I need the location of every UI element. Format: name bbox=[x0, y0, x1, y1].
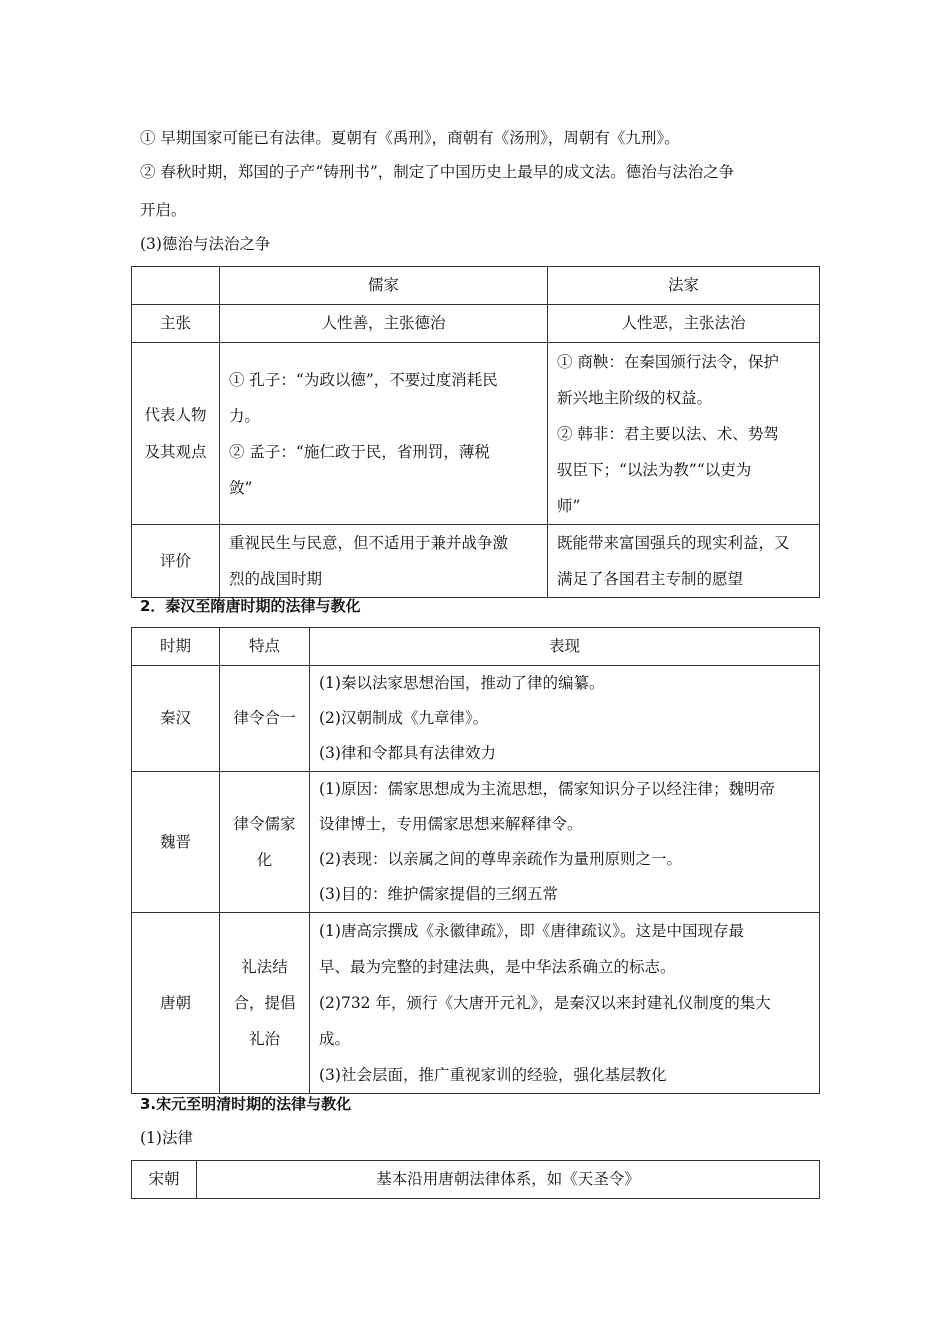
table2-qinhan-content bbox=[310, 666, 820, 772]
table2-weijin-line: (1)原因：儒家思想成为主流思想，儒家知识分子以经注律；魏明帝 bbox=[319, 780, 775, 798]
table2-tang-feature-line: 合，提倡 bbox=[233, 994, 296, 1012]
table2-tang-feature-line: 礼治 bbox=[248, 1030, 280, 1048]
table1-ru-pingjia bbox=[220, 525, 548, 598]
intro-line-2b: 开启。 bbox=[140, 201, 187, 219]
table2-tang-line: 成。 bbox=[319, 1030, 351, 1048]
table1-fa-daibiao-line: ① 商鞅：在秦国颁行法令，保护 bbox=[557, 352, 779, 371]
subheading-3: (3)德治与法治之争 bbox=[140, 235, 271, 253]
table2-header-period: 时期 bbox=[132, 628, 220, 666]
table2-header-content: 表现 bbox=[310, 628, 820, 666]
table2-weijin-line: 设律博士，专用儒家思想来解释律令。 bbox=[319, 815, 583, 833]
table1-fa-pingjia-line: 既能带来富国强兵的现实利益，又 bbox=[557, 534, 790, 552]
table1-fa-zhuzhang: 人性恶，主张法治 bbox=[548, 305, 820, 343]
table1-row-daibiao-label: 代表人物及其观点 bbox=[144, 405, 207, 461]
table2-tang-period: 唐朝 bbox=[132, 913, 220, 1094]
table2-weijin-line: (3)目的：维护儒家提倡的三纲五常 bbox=[319, 885, 558, 903]
table2-weijin-period: 魏晋 bbox=[132, 772, 220, 913]
table2-weijin-line: (2)表现：以亲属之间的尊卑亲疏作为量刑原则之一。 bbox=[319, 850, 682, 868]
table-song bbox=[131, 1160, 820, 1199]
table1-row-daibiao bbox=[132, 343, 220, 525]
section-3-title: 3.宋元至明清时期的法律与教化 bbox=[140, 1095, 352, 1113]
table1-ru-pingjia-line: 重视民生与民意，但不适用于兼并战争激 bbox=[229, 534, 509, 552]
table3-period: 宋朝 bbox=[132, 1161, 197, 1199]
table1-ru-pingjia-line: 烈的战国时期 bbox=[229, 570, 323, 588]
table2-qinhan-line: (3)律和令都具有法律效力 bbox=[319, 744, 496, 762]
table1-header-fa: 法家 bbox=[548, 267, 820, 305]
table2-weijin-content bbox=[310, 772, 820, 913]
table1-row-pingjia: 评价 bbox=[132, 525, 220, 598]
table2-tang-feature bbox=[220, 913, 310, 1094]
table1-fa-daibiao-line: ② 韩非：君主要以法、术、势驾 bbox=[557, 424, 779, 443]
table1-fa-pingjia-line: 满足了各国君主专制的愿望 bbox=[557, 570, 744, 588]
table2-tang-line: (3)社会层面，推广重视家训的经验，强化基层教化 bbox=[319, 1066, 667, 1084]
table1-fa-pingjia bbox=[548, 525, 820, 598]
table1-fa-daibiao-line: 驭臣下；“以法为教”“以吏为 bbox=[557, 460, 752, 479]
table2-tang-line: 早、最为完整的封建法典，是中华法系确立的标志。 bbox=[319, 958, 676, 976]
section-2-title: 2．秦汉至隋唐时期的法律与教化 bbox=[140, 597, 361, 615]
table1-header-ru: 儒家 bbox=[220, 267, 548, 305]
table2-tang-line: (1)唐高宗撰成《永徽律疏》，即《唐律疏议》。这是中国现存最 bbox=[319, 922, 744, 940]
table2-tang-feature-line: 礼法结 bbox=[241, 958, 288, 976]
table2-tang-content bbox=[310, 913, 820, 1094]
table2-header-feature: 特点 bbox=[220, 628, 310, 666]
table1-fa-daibiao-line: 新兴地主阶级的权益。 bbox=[557, 388, 713, 407]
intro-line-1: ① 早期国家可能已有法律。夏朝有《禹刑》，商朝有《汤刑》，周朝有《九刑》。 bbox=[140, 129, 680, 147]
table1-corner bbox=[132, 267, 220, 305]
table1-ru-daibiao-line: 敛” bbox=[229, 478, 253, 497]
table3-content: 基本沿用唐朝法律体系，如《天圣令》 bbox=[197, 1161, 820, 1199]
table2-qinhan-feature: 律令合一 bbox=[220, 666, 310, 772]
table2-qinhan-line: (2)汉朝制成《九章律》。 bbox=[319, 709, 489, 727]
table1-ru-daibiao bbox=[220, 343, 548, 525]
table1-fa-daibiao bbox=[548, 343, 820, 525]
section-3-sub-1: (1)法律 bbox=[140, 1129, 193, 1147]
table1-fa-daibiao-line: 师” bbox=[557, 496, 581, 515]
table1-ru-zhuzhang: 人性善，主张德治 bbox=[220, 305, 548, 343]
table1-ru-daibiao-line: ② 孟子：“施仁政于民，省刑罚，薄税 bbox=[229, 442, 490, 461]
table2-weijin-feature-line: 化 bbox=[256, 851, 273, 869]
intro-line-2a: ② 春秋时期，郑国的子产“铸刑书”，制定了中国历史上最早的成文法。德治与法治之争 bbox=[140, 163, 735, 181]
table2-weijin-feature-line: 律令儒家 bbox=[233, 815, 296, 833]
table2-qinhan-line: (1)秦以法家思想治国，推动了律的编纂。 bbox=[319, 674, 605, 692]
table1-row-zhuzhang: 主张 bbox=[132, 305, 220, 343]
table1-ru-daibiao-line: 力。 bbox=[229, 406, 261, 425]
table1-ru-daibiao-line: ① 孔子：“为政以德”，不要过度消耗民 bbox=[229, 370, 498, 389]
table2-weijin-feature bbox=[220, 772, 310, 913]
table-dezhi-fazhi bbox=[131, 266, 820, 598]
table-qinhan-suitang bbox=[131, 627, 820, 1094]
table2-qinhan-period: 秦汉 bbox=[132, 666, 220, 772]
table2-tang-line: (2)732 年，颁行《大唐开元礼》，是秦汉以来封建礼仪制度的集大 bbox=[319, 994, 771, 1012]
